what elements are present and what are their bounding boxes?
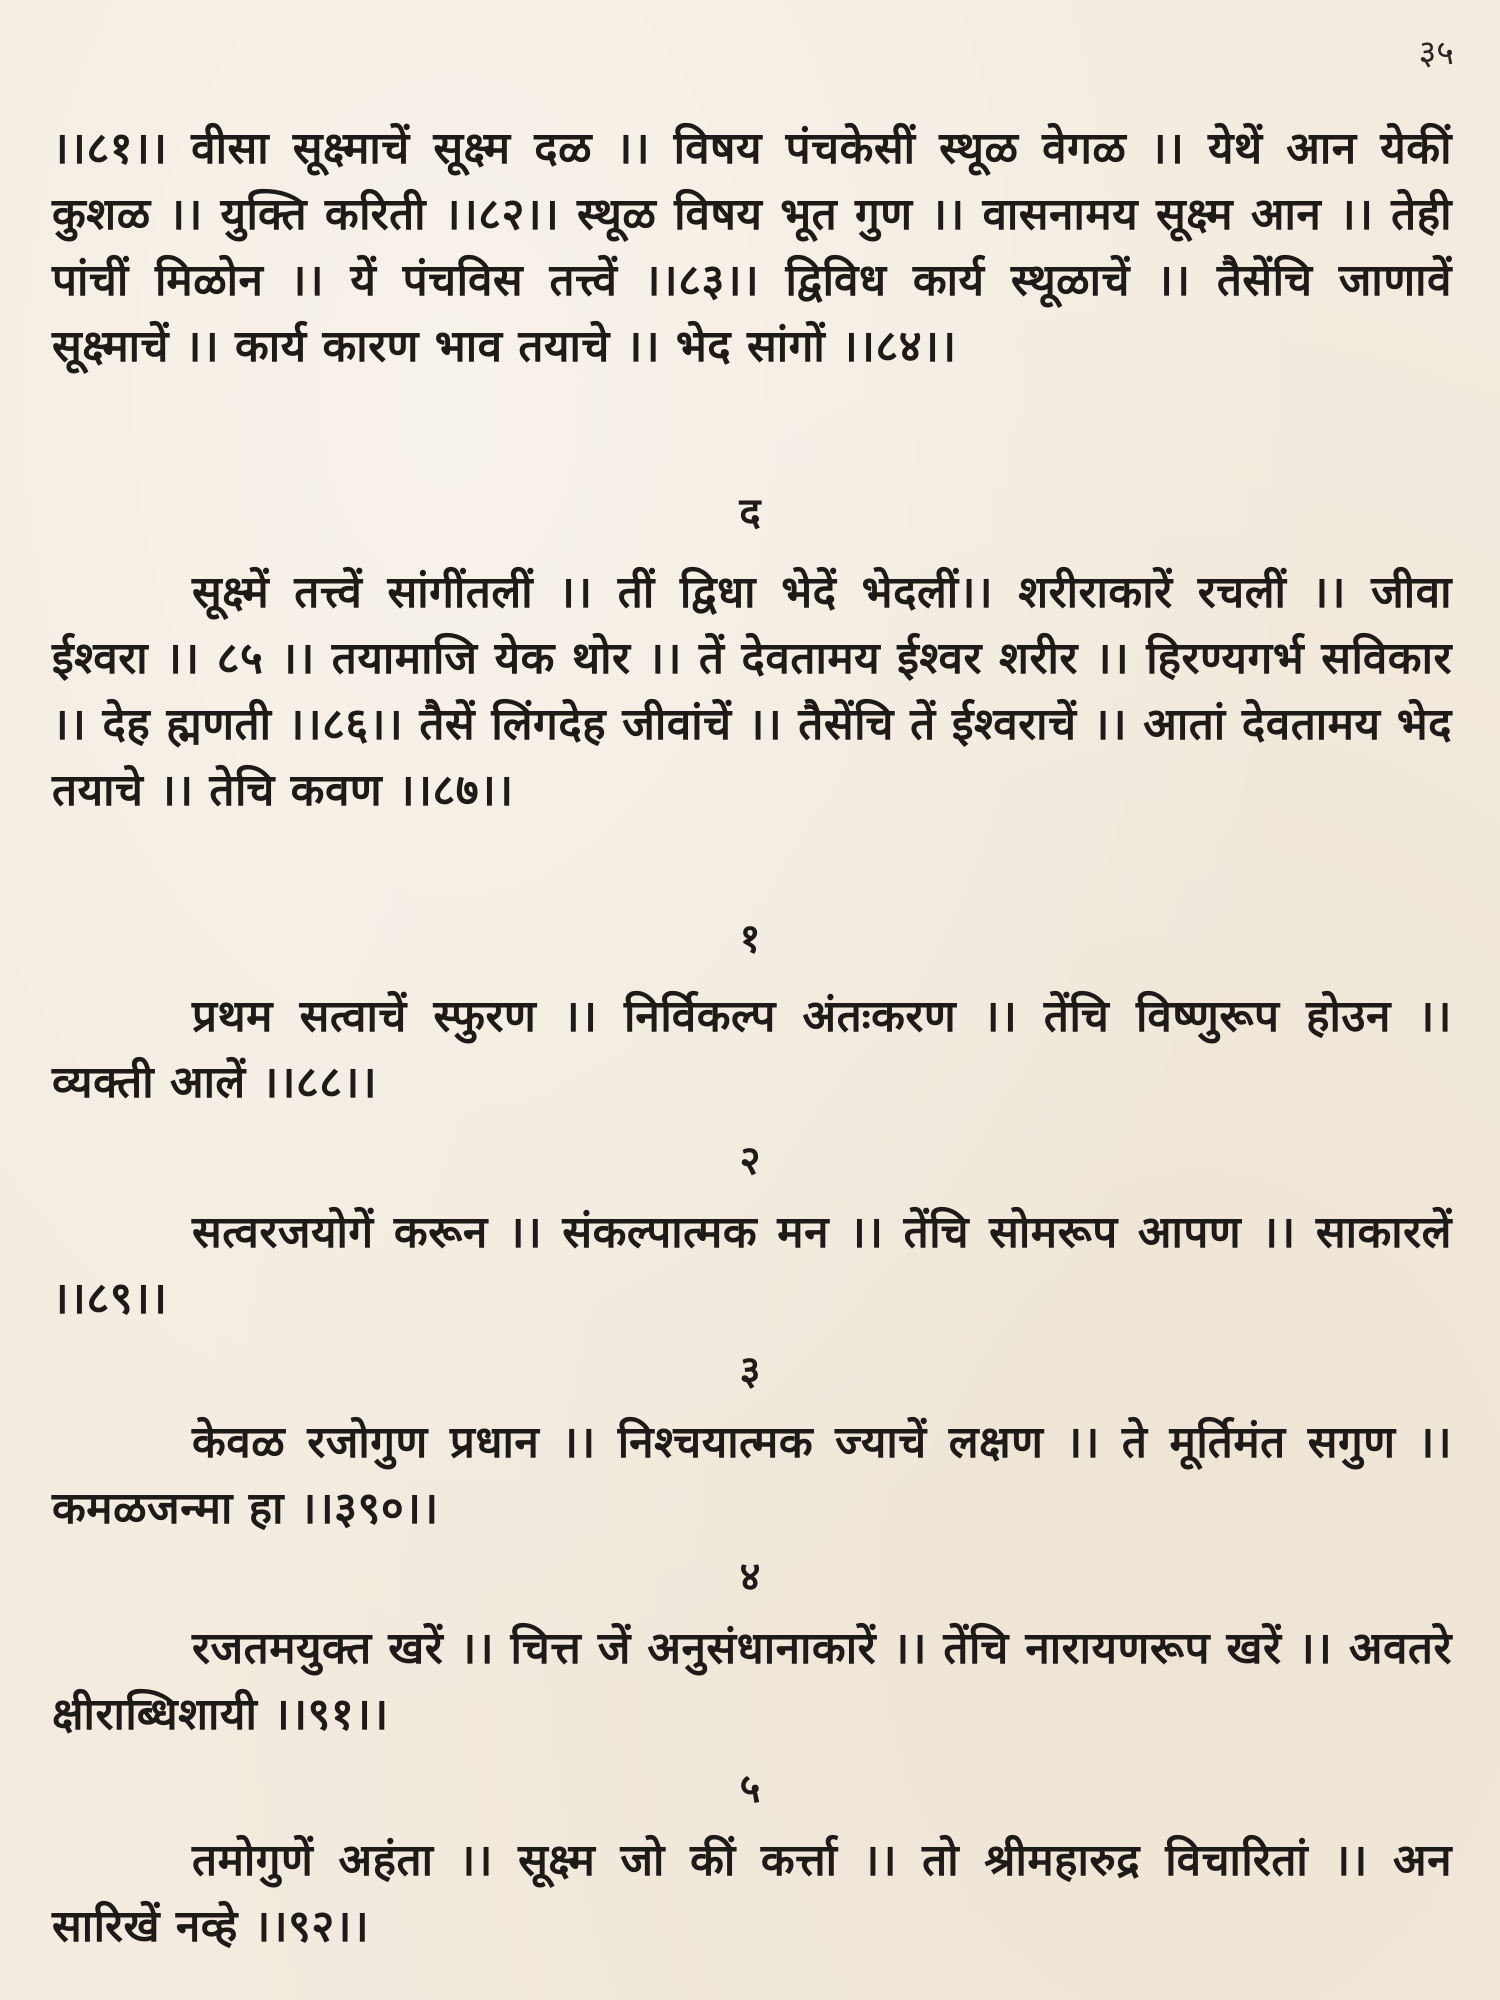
paragraph-verse-390: केवळ रजोगुण प्रधान ।। निश्चयात्मक ज्याचें लक्षण ।। ते मूर्तिमंत सगुण ।। कमळजन्मा हा ।।३९०।। <box>52 1417 1452 1534</box>
paragraph-verses-81-84: ।।८१।। वीसा सूक्ष्माचें सूक्ष्म दळ ।। विषय पंचकेसीं स्थूळ वेगळ ।। येथें आन येकीं कुशळ ।। युक्ति करिती ।।८२।। स्थूळ विषय भूत गुण ।। वासनामय सूक्ष्म आन ।। तेही पांचीं मिळोन ।। यें पंचविस तत्त्वें ।।८३।। द्विविध कार्य स्थूळाचें ।। तैसेंचि जाणावें सूक्ष्माचें ।। कार्य कारण भाव तयाचे ।। भेद सांगों ।।८४।। <box>52 123 1452 372</box>
section-marker-2: २ <box>739 1138 761 1184</box>
paragraph-verses-85-87: सूक्ष्में तत्त्वें सांगींतलीं ।। तीं द्विधा भेदें भेदलीं।। शरीराकारें रचलीं ।। जीवा ईश्वरा ।। ८५ ।। तयामाजि येक थोर ।। तें देवतामय ईश्वर शरीर ।। हिरण्यगर्भ सविकार ।। देह ह्मणती ।।८६।। तैसें लिंगदेह जीवांचें ।। तैसेंचि तें ईश्वराचें ।। आतां देवतामय भेद तयाचे ।। तेचि कवण ।।८७।। <box>52 567 1452 816</box>
paragraph-verse-89: सत्वरजयोगें करून ।। संकल्पात्मक मन ।। तेंचि सोमरूप आपण ।। साकारलें ।।८९।। <box>52 1207 1452 1324</box>
paragraph-verse-88: प्रथम सत्वाचें स्फुरण ।। निर्विकल्प अंतःकरण ।। तेंचि विष्णुरूप होउन ।। व्यक्ती आलें ।।८८।। <box>52 991 1452 1108</box>
section-marker-5: ५ <box>739 1766 761 1812</box>
section-marker-da: द <box>739 490 761 536</box>
paragraph-verse-91: रजतमयुक्त खरें ।। चित्त जें अनुसंधानाकारें ।। तेंचि नारायणरूप खरें ।। अवतरे क्षीराब्धिशायी ।।९१।। <box>52 1623 1452 1740</box>
section-marker-1: १ <box>739 916 761 962</box>
section-marker-3: ३ <box>739 1348 761 1394</box>
section-marker-4: ४ <box>739 1554 761 1600</box>
paragraph-verse-92: तमोगुणें अहंता ।। सूक्ष्म जो कीं कर्त्ता ।। तो श्रीमहारुद्र विचारितां ।। अन सारिखें नव्हे ।।९२।। <box>52 1835 1452 1952</box>
page-number: ३५ <box>1418 33 1454 73</box>
